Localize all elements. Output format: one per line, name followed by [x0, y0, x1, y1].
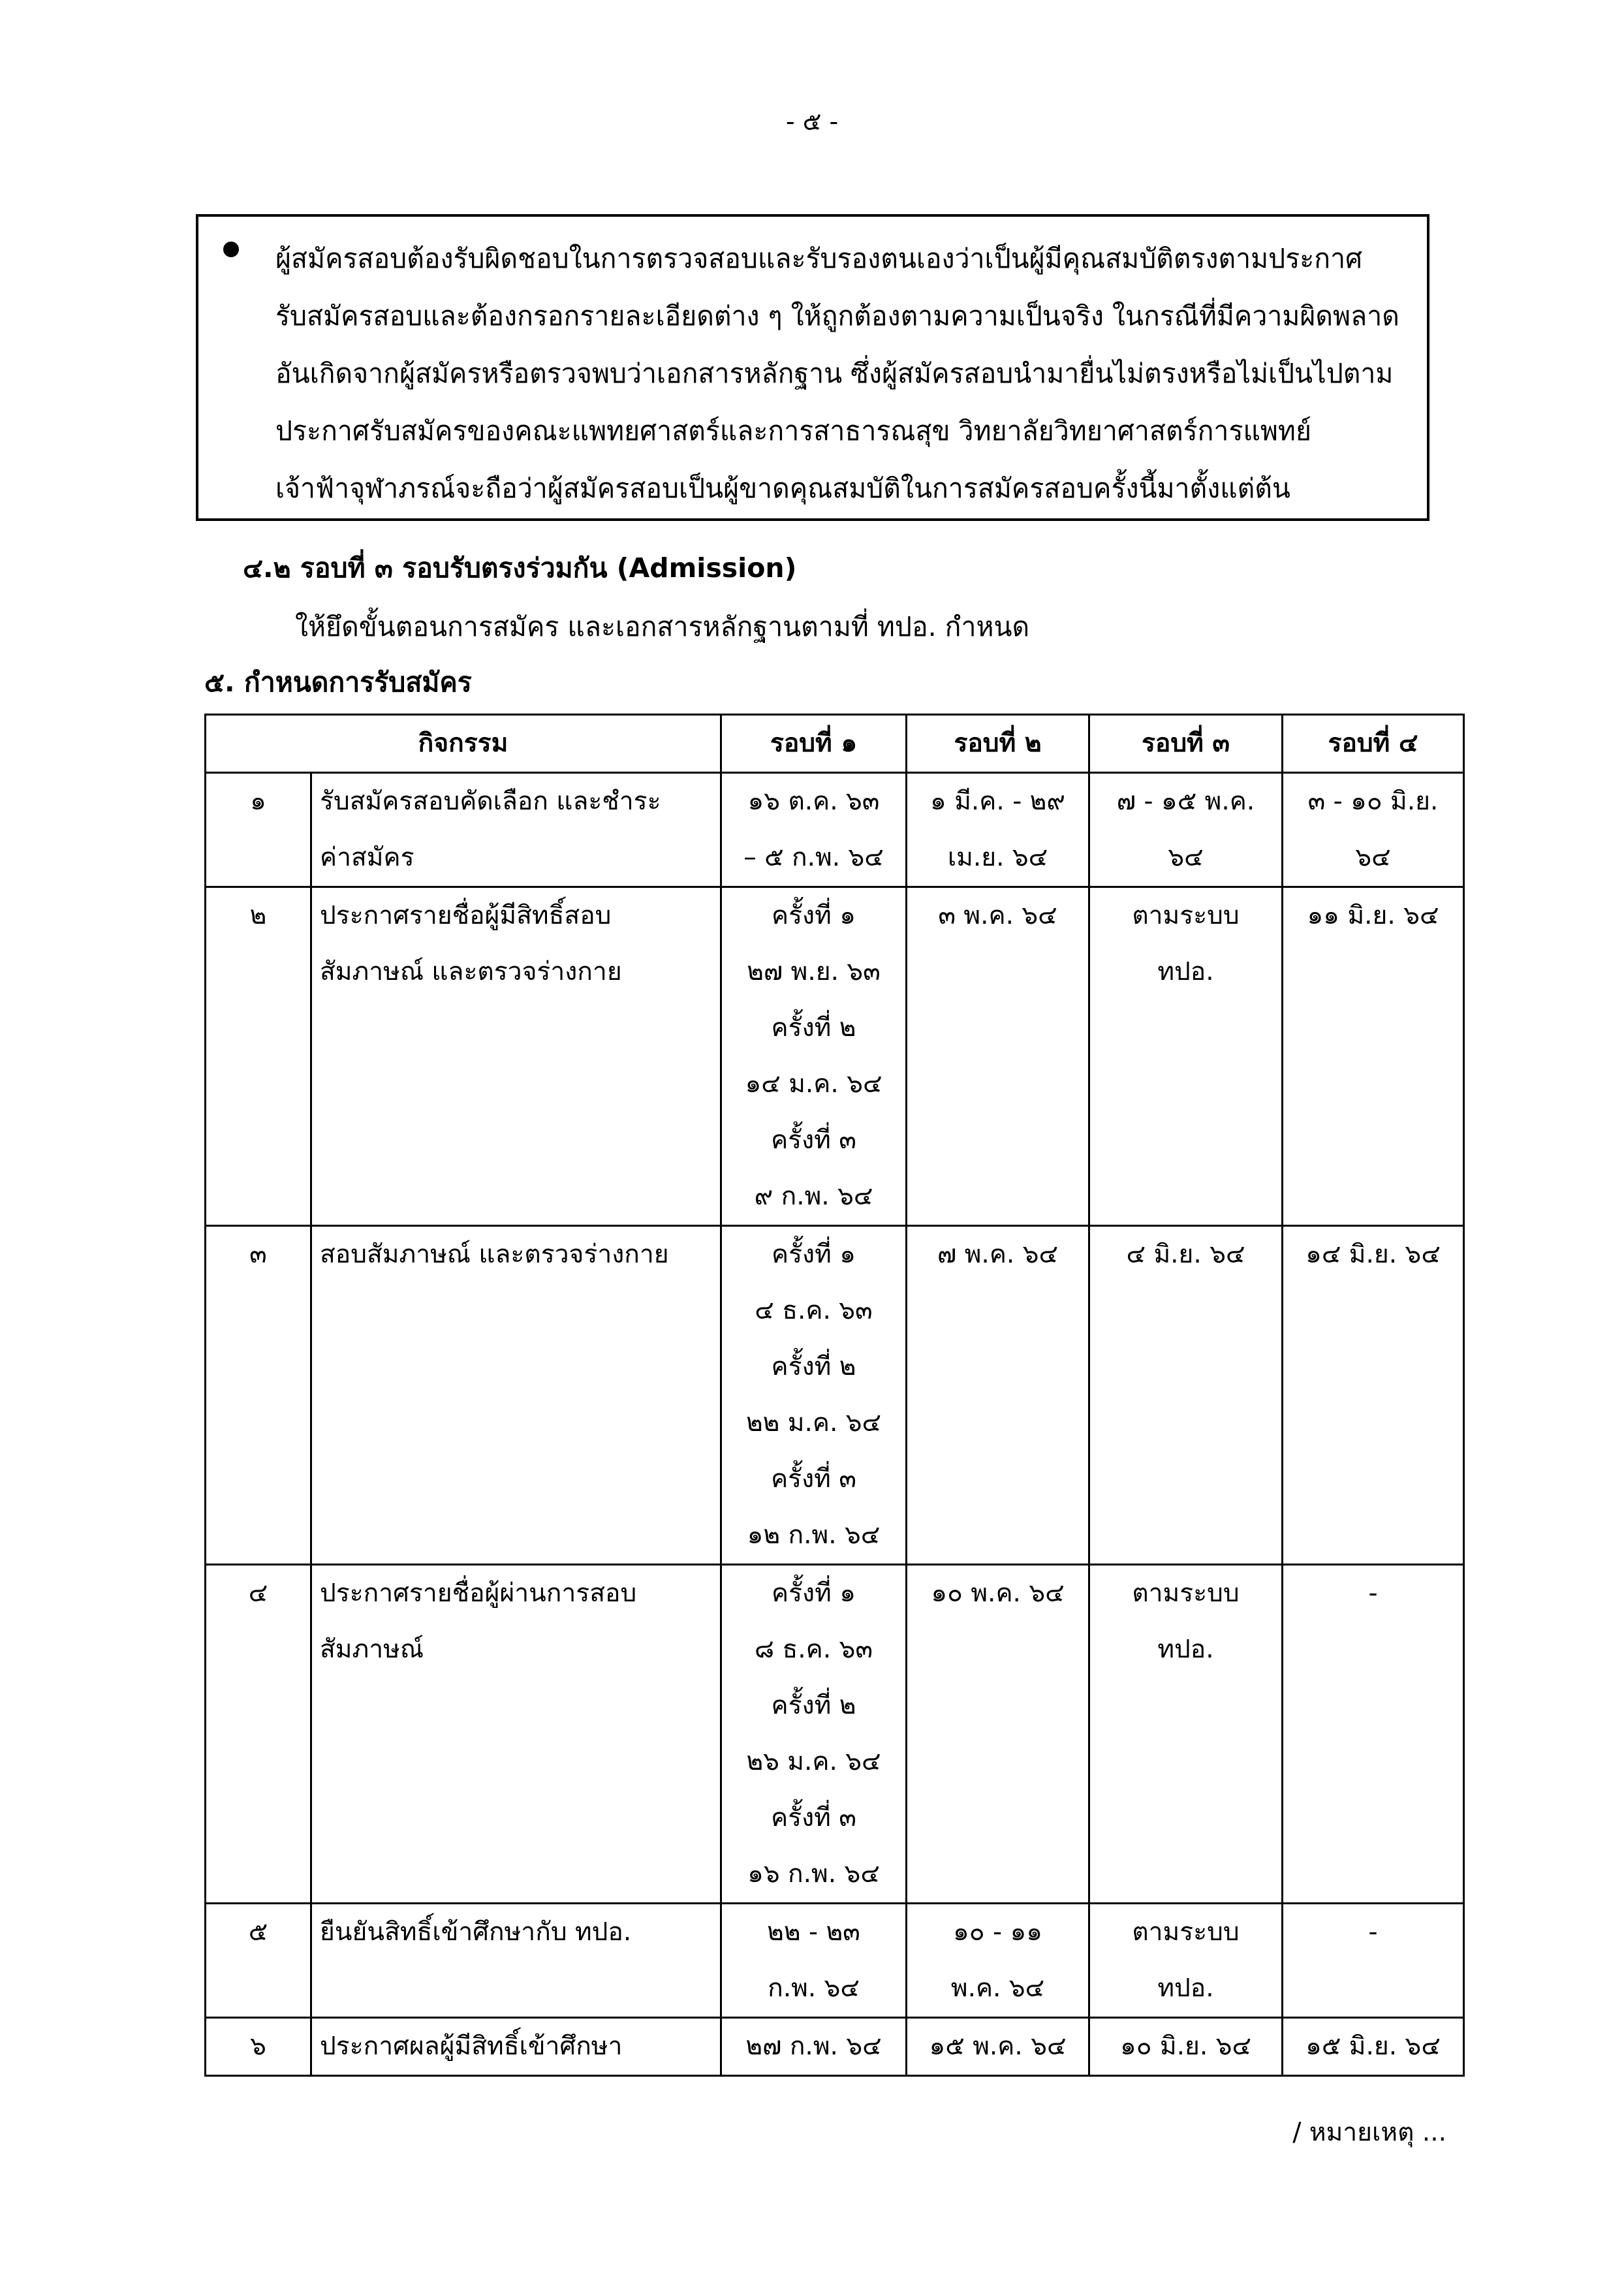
round-1-cell [721, 1904, 907, 2018]
cell-line: ๓ - ๑๐ มิ.ย. [1307, 787, 1439, 816]
cell-line: ๑๑ มิ.ย. ๖๔ [1307, 901, 1439, 930]
cell-line: ๒๗ พ.ย. ๖๓ [747, 957, 881, 986]
cell-line: ทปอ. [1157, 1635, 1214, 1664]
row-number: ๔ [206, 1565, 311, 1904]
activity-cell [311, 887, 721, 1226]
round-1-cell [721, 1226, 907, 1565]
cell-line: สอบสัมภาษณ์ และตรวจร่างกาย [320, 1240, 669, 1269]
cell-line: ค่าสมัคร [320, 843, 414, 872]
header-round-1: รอบที่ ๑ [721, 715, 907, 773]
cell-line: ครั้งที่ ๒ [771, 1352, 856, 1381]
cell-line: รับสมัครสอบคัดเลือก และชำระ [320, 787, 661, 816]
activity-cell [311, 1904, 721, 2018]
round-2-cell [907, 773, 1089, 887]
cell-line: ๑๖ ต.ค. ๖๓ [747, 787, 880, 816]
round-1-cell [721, 773, 907, 887]
cell-line: ๑๔ ม.ค. ๖๔ [745, 1069, 882, 1099]
cell-line: ครั้งที่ ๑ [772, 901, 856, 930]
cell-line: พ.ค. ๖๔ [950, 1974, 1045, 2003]
cell-line: - [1368, 1579, 1378, 1608]
round-3-cell [1089, 773, 1283, 887]
cell-line: สัมภาษณ์ และตรวจร่างกาย [320, 957, 622, 986]
cell-line: ตามระบบ [1132, 1579, 1240, 1608]
notice-line: เจ้าฟ้าจุฬาภรณ์จะถือว่าผู้สมัครสอบเป็นผู้ขาดคุณสมบัติในการสมัครสอบครั้งนี้มาตั้งแต่ต้น [275, 473, 1290, 504]
cell-line: ครั้งที่ ๓ [771, 1125, 856, 1155]
cell-line: ๑๕ พ.ค. ๖๔ [929, 2032, 1067, 2061]
cell-line: ๔ ธ.ค. ๖๓ [755, 1296, 873, 1325]
round-1-cell [721, 1565, 907, 1904]
table-row [206, 1226, 1464, 1565]
cell-line: ตามระบบ [1132, 901, 1240, 930]
header-activity: กิจกรรม [206, 715, 721, 773]
notice-box [196, 214, 1429, 521]
row-number: ๑ [206, 773, 311, 887]
cell-line: ๑ มี.ค. - ๒๙ [930, 787, 1065, 816]
row-number: ๒ [206, 887, 311, 1226]
cell-line: – ๕ ก.พ. ๖๔ [743, 843, 884, 872]
round-4-cell [1283, 887, 1464, 1226]
round-2-cell [907, 1565, 1089, 1904]
cell-line: ครั้งที่ ๓ [771, 1803, 856, 1832]
cell-line: ๑๐ - ๑๑ [953, 1917, 1042, 1947]
cell-line: ๖๔ [1355, 843, 1391, 872]
table-row [206, 1904, 1464, 2018]
cell-line: ครั้งที่ ๓ [771, 1464, 856, 1494]
cell-line: ๒๖ ม.ค. ๖๔ [746, 1747, 881, 1776]
round-3-cell [1089, 1565, 1283, 1904]
section-4-2-heading: ๔.๒ รอบที่ ๓ รอบรับตรงร่วมกัน (Admission) [243, 552, 797, 584]
table-row [206, 2018, 1464, 2076]
activity-cell [311, 773, 721, 887]
round-4-cell [1283, 2018, 1464, 2076]
cell-line: ประกาศผลผู้มีสิทธิ์เข้าศึกษา [320, 2032, 623, 2061]
footer-continuation-note: / หมายเหตุ ... [1292, 2118, 1446, 2147]
cell-line: ครั้งที่ ๑ [772, 1240, 856, 1269]
cell-line: ๒๒ - ๒๓ [767, 1917, 860, 1947]
cell-line: ๑๐ พ.ค. ๖๔ [931, 1579, 1065, 1608]
activity-cell [311, 1226, 721, 1565]
table-header-row [206, 715, 1464, 773]
notice-line: ประกาศรับสมัครของคณะแพทยศาสตร์และการสาธารณสุข วิทยาลัยวิทยาศาสตร์การแพทย์ [275, 415, 1311, 447]
round-3-cell [1089, 887, 1283, 1226]
cell-line: ครั้งที่ ๒ [771, 1691, 856, 1720]
cell-line: ทปอ. [1157, 1974, 1214, 2003]
row-number: ๕ [206, 1904, 311, 2018]
round-4-cell [1283, 1565, 1464, 1904]
row-number: ๖ [206, 2018, 311, 2076]
cell-line: เม.ย. ๖๔ [947, 843, 1048, 872]
round-1-cell [721, 887, 907, 1226]
cell-line: ๗ พ.ค. ๖๔ [937, 1240, 1058, 1269]
cell-line: ๔ มิ.ย. ๖๔ [1126, 1240, 1245, 1269]
cell-line: ๖๔ [1168, 843, 1204, 872]
cell-line: ครั้งที่ ๒ [771, 1013, 856, 1043]
notice-line: ผู้สมัครสอบต้องรับผิดชอบในการตรวจสอบและรับรองตนเองว่าเป็นผู้มีคุณสมบัติตรงตามประกาศ [275, 243, 1363, 274]
table-row [206, 773, 1464, 887]
header-round-3: รอบที่ ๓ [1089, 715, 1283, 773]
round-3-cell [1089, 2018, 1283, 2076]
cell-line: ก.พ. ๖๔ [768, 1974, 860, 2003]
table-row [206, 1565, 1464, 1904]
cell-line: ยืนยันสิทธิ์เข้าศึกษากับ ทปอ. [320, 1917, 632, 1947]
cell-line: ประกาศรายชื่อผู้ผ่านการสอบ [320, 1579, 637, 1608]
cell-line: สัมภาษณ์ [320, 1635, 424, 1664]
round-4-cell [1283, 773, 1464, 887]
round-1-cell [721, 2018, 907, 2076]
cell-line: ๗ - ๑๕ พ.ค. [1116, 787, 1255, 816]
round-2-cell [907, 2018, 1089, 2076]
round-2-cell [907, 1904, 1089, 2018]
cell-line: ๑๕ มิ.ย. ๖๔ [1305, 2032, 1441, 2061]
cell-line: ๑๔ มิ.ย. ๖๔ [1305, 1240, 1441, 1269]
cell-line: ๙ ก.พ. ๖๔ [754, 1182, 873, 1211]
activity-cell [311, 2018, 721, 2076]
round-4-cell [1283, 1226, 1464, 1565]
header-round-4: รอบที่ ๔ [1283, 715, 1464, 773]
cell-line: ๒๗ ก.พ. ๖๔ [745, 2032, 882, 2061]
round-3-cell [1089, 1226, 1283, 1565]
cell-line: ๑๒ ก.พ. ๖๔ [747, 1520, 881, 1550]
round-2-cell [907, 887, 1089, 1226]
cell-line: ๑๐ มิ.ย. ๖๔ [1120, 2032, 1251, 2061]
page-number: - ๕ - [785, 107, 839, 136]
row-number: ๓ [206, 1226, 311, 1565]
cell-line: ๑๖ ก.พ. ๖๔ [747, 1859, 880, 1889]
cell-line: ทปอ. [1157, 957, 1214, 986]
cell-line: ๘ ธ.ค. ๖๓ [755, 1635, 873, 1664]
section-4-2-text: ให้ยึดขั้นตอนการสมัคร และเอกสารหลักฐานตามที่ ทปอ. กำหนด [295, 611, 1030, 642]
bullet-icon [223, 242, 239, 257]
cell-line: ประกาศรายชื่อผู้มีสิทธิ์สอบ [320, 901, 612, 930]
header-round-2: รอบที่ ๒ [907, 715, 1089, 773]
round-3-cell [1089, 1904, 1283, 2018]
activity-cell [311, 1565, 721, 1904]
schedule-table [204, 714, 1465, 2077]
table-row [206, 887, 1464, 1226]
cell-line: ตามระบบ [1132, 1917, 1240, 1947]
section-5-heading: ๕. กำหนดการรับสมัคร [204, 667, 472, 698]
round-4-cell [1283, 1904, 1464, 2018]
cell-line: ๓ พ.ค. ๖๔ [938, 901, 1057, 930]
notice-text [275, 230, 1399, 517]
notice-line: อันเกิดจากผู้สมัครหรือตรวจพบว่าเอกสารหลักฐาน ซึ่งผู้สมัครสอบนำมายื่นไม่ตรงหรือไม่เป็นไปตาม [275, 358, 1394, 389]
cell-line: ครั้งที่ ๑ [772, 1579, 856, 1608]
cell-line: - [1368, 1917, 1378, 1947]
cell-line: ๒๒ ม.ค. ๖๔ [745, 1408, 882, 1438]
round-2-cell [907, 1226, 1089, 1565]
notice-line: รับสมัครสอบและต้องกรอกรายละเอียดต่าง ๆ ให้ถูกต้องตามความเป็นจริง ในกรณีที่มีความผิดพลาด [275, 300, 1399, 332]
